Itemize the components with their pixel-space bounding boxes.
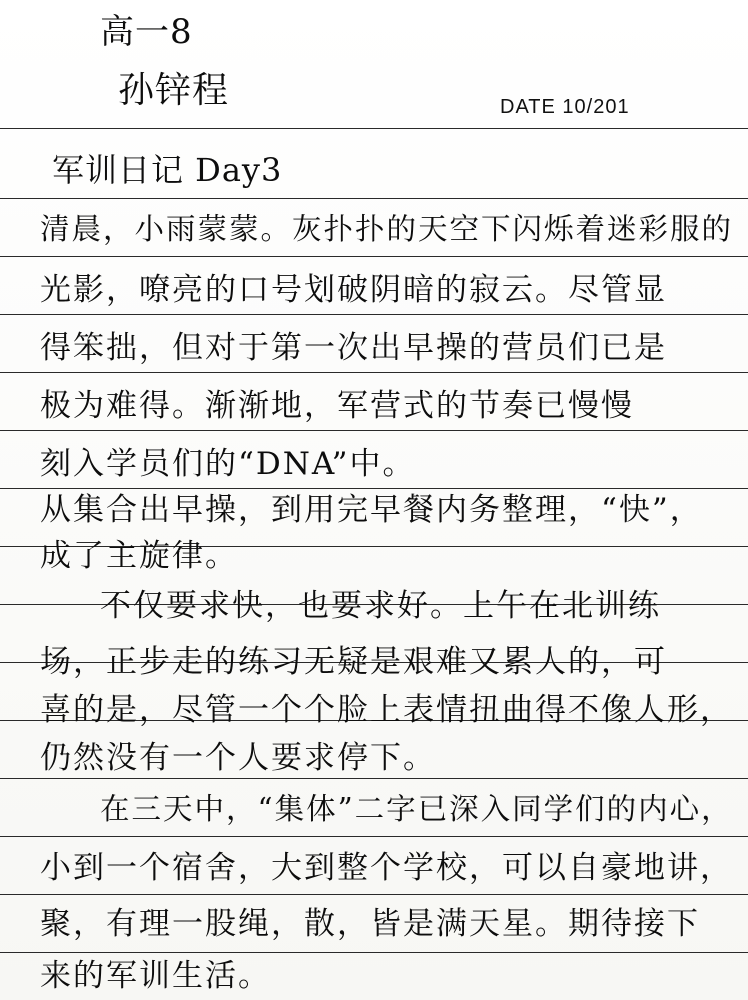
diary-line: 小到一个宿舍，大到整个学校，可以自豪地讲， <box>40 850 733 886</box>
diary-line: 场，正步走的练习无疑是艰难又累人的，可 <box>40 644 667 680</box>
ruled-line <box>0 128 748 129</box>
diary-line: 聚，有理一股绳，散，皆是满天星。期待接下 <box>40 906 700 942</box>
diary-line: 仍然没有一个人要求停下。 <box>40 740 436 776</box>
diary-line: 在三天中，“集体”二字已深入同学们的内心， <box>100 792 733 826</box>
ruled-line <box>0 314 748 315</box>
diary-title: 军训日记 Day3 <box>52 151 283 189</box>
diary-line: 从集合出早操，到用完早餐内务整理，“快”， <box>40 492 703 528</box>
diary-line: 刻入学员们的“DNA”中。 <box>40 446 416 482</box>
diary-line: 来的军训生活。 <box>40 958 271 994</box>
diary-line: 不仅要求快，也要求好。上午在北训练 <box>100 588 661 624</box>
class-label: 高一8 <box>100 12 193 52</box>
diary-line: 清晨，小雨蒙蒙。灰扑扑的天空下闪烁着迷彩服的 <box>40 212 734 246</box>
diary-line: 成了主旋律。 <box>40 538 238 574</box>
diary-line: 喜的是，尽管一个个脸上表情扭曲得不像人形， <box>40 692 733 728</box>
ruled-line <box>0 778 748 779</box>
diary-line: 得笨拙，但对于第一次出早操的营员们已是 <box>40 330 667 366</box>
diary-line: 极为难得。渐渐地，军营式的节奏已慢慢 <box>40 388 634 424</box>
ruled-line <box>0 430 748 431</box>
author-name: 孙锌程 <box>118 70 230 111</box>
ruled-line <box>0 256 748 257</box>
date-label: DATE 10/201 <box>500 96 630 118</box>
ruled-line <box>0 836 748 837</box>
ruled-line <box>0 198 748 199</box>
diary-line: 光影，嘹亮的口号划破阴暗的寂云。尽管显 <box>40 272 667 308</box>
ruled-line <box>0 372 748 373</box>
ruled-line <box>0 894 748 895</box>
